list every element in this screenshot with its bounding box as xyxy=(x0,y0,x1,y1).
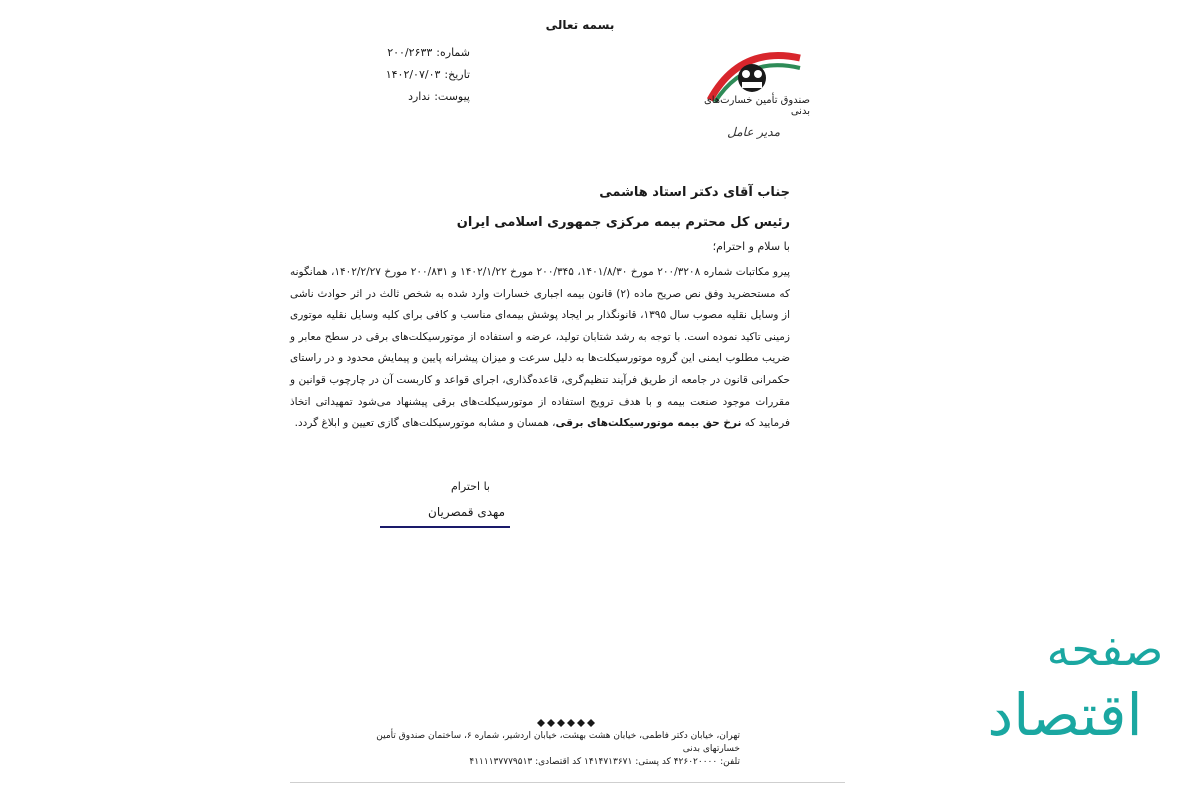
letter-attachment-label: پیوست: xyxy=(434,90,470,103)
letter-body-part1: پیرو مکاتبات شماره ۲۰۰/۳۲۰۸ مورخ ۱۴۰۱/۸/۳۰، ۲۰۰/۳۴۵ مورخ ۱۴۰۲/۱/۲۲ و ۲۰۰/۸۳۱ مورخ ۱۴۰۲/۲/۲۷، همانگونه که مستحضرید وفق نص صریح ماده (۲) قانون بیمه اجباری خسارات وارد شده به شخص ثالث در اثر حوادث ناشی از وسایل نقلیه مصوب سال ۱۳۹۵، قانونگذار بر ایجاد پوشش بیمه‌ای مناسب و کافی برای کلیه وسایل نقلیه موتوری زمینی تاکید نموده است. با توجه به رشد شتابان تولید، عرضه و استفاده از موتورسیکلت‌های برقی در سطح معابر و ضریب مطلوب ایمنی این گروه موتورسیکلت‌ها به دلیل سرعت و میزان پیشرانه پایین و پیمایش محدود و در راستای حکمرانی قانون در جامعه از طریق فرآیند تنظیم‌گری، قاعده‌گذاری، اجرای قواعد و کاربست آن در چارچوب قوانین و مقررات موجود صنعت بیمه و با هدف ترویج استفاده از موتورسیکلت‌های برقی پیشنهاد می‌شود تمهیداتی اتخاذ فرمایید که xyxy=(290,266,790,430)
addressee-title: رئیس کل محترم بیمه مرکزی جمهوری اسلامی ایران xyxy=(456,215,790,230)
watermark-text-top: صفحه xyxy=(1046,622,1164,676)
closing: با احترام xyxy=(450,480,490,493)
salutation: با سلام و احترام؛ xyxy=(712,240,790,253)
letter-number-row xyxy=(330,42,470,64)
letter-body-bold: نرخ حق بیمه موتورسیکلت‌های برقی xyxy=(555,417,742,430)
diamond-divider-icon xyxy=(532,718,602,728)
letter-number-label: شماره: xyxy=(436,46,470,59)
footer-divider xyxy=(290,782,845,783)
watermark-logo xyxy=(930,610,1180,760)
letter-number-value: ۲۰۰/۲۶۳۳ xyxy=(387,46,433,59)
letter-body-part2: ، همسان و مشابه موتورسیکلت‌های گازی تعیین و ابلاغ گردد. xyxy=(294,417,556,430)
letter-date-value: ۱۴۰۲/۰۷/۰۳ xyxy=(385,68,441,81)
watermark-text-bottom: اقتصاد xyxy=(987,681,1143,749)
org-role: مدیر عامل xyxy=(727,125,780,139)
addressee-name: جناب آقای دکتر استاد هاشمی xyxy=(599,185,790,200)
org-name: صندوق تأمین خسارت‌های بدنی xyxy=(703,95,810,117)
signature-scribble xyxy=(380,526,510,528)
footer-address: تهران، خیابان دکتر فاطمی، خیابان هشت بهشت، خیابان اردشیر، شماره ۶، ساختمان صندوق تأمین خسارتهای بدنی xyxy=(376,731,740,754)
letter-meta xyxy=(330,42,470,108)
letter-date-row xyxy=(330,64,470,86)
basmala: بسمه تعالی xyxy=(545,18,615,32)
letter-date-label: تاریخ: xyxy=(444,68,470,81)
addressee-block xyxy=(400,178,790,238)
letter-attachment-value: ندارد xyxy=(408,90,431,103)
footer-contacts: تلفن: ۴۲۶۰۲۰۰۰۰ کد پستی: ۱۴۱۴۷۱۳۶۷۱ کد اقتصادی: ۴۱۱۱۱۳۷۷۷۹۵۱۳ xyxy=(469,757,740,767)
letter-footer xyxy=(340,730,740,769)
letter-body xyxy=(290,262,790,435)
signer-name: مهدی قمصریان xyxy=(428,505,505,519)
letter-attachment-row xyxy=(330,86,470,108)
